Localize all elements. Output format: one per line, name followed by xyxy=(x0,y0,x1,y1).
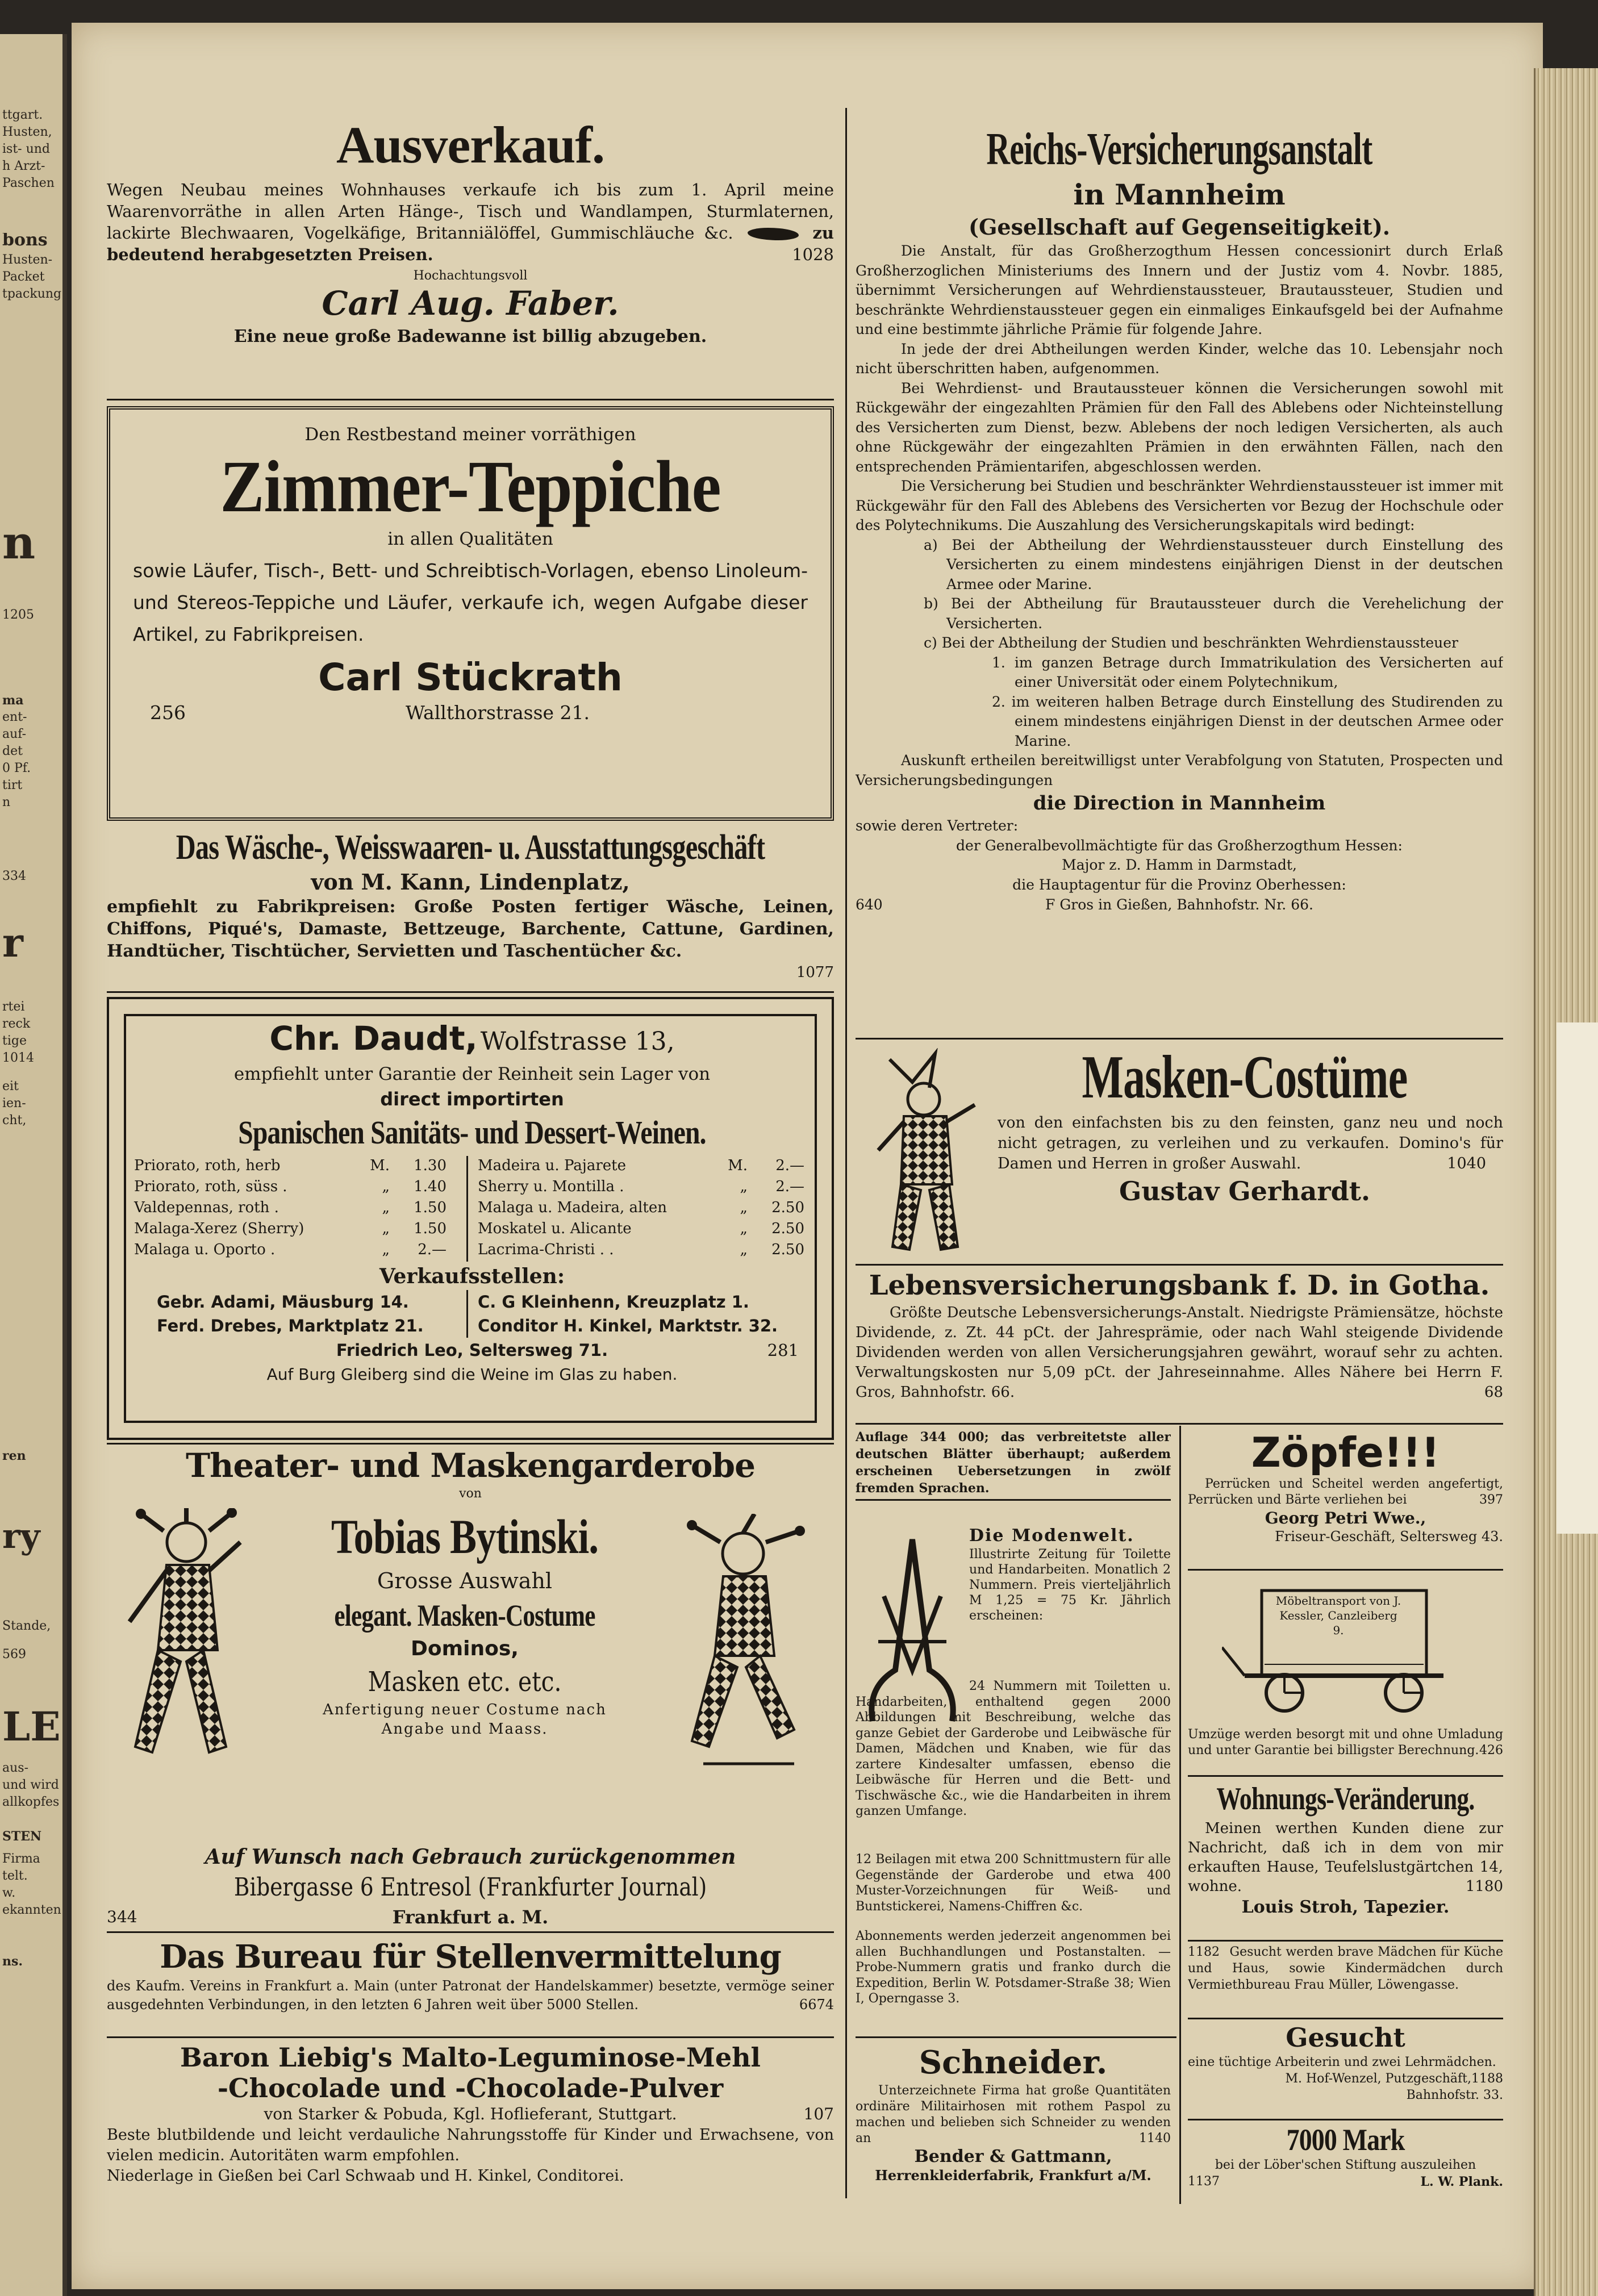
wine-currency: „ xyxy=(740,1241,748,1258)
ad-body: von den einfachsten bis zu den feinsten, ganz neu und noch nicht getragen, zu verleihen und zu verkaufen. Domino's für Damen und Herren in großer Auswahl. xyxy=(998,1114,1503,1172)
harlequin-jester-illustration xyxy=(118,1508,249,1781)
prev-page-fragment: ekannten xyxy=(2,1903,61,1917)
prev-page-fragment: eit xyxy=(2,1079,19,1093)
prev-page-fragment: auf- xyxy=(2,727,27,741)
prev-page-fragment: bons xyxy=(2,233,48,248)
ad-body: Abonnements werden jederzeit angenommen bei allen Buchhandlungen und Postanstalten. — Probe-Nummern gratis und franko durch die Expedition, Berlin W. Potsdamer-Straße 38; Wien I, Operngasse 3. xyxy=(856,1929,1171,2006)
ad-line: Grosse Auswahl xyxy=(377,1568,553,1593)
prev-page-fragment: r xyxy=(2,920,23,966)
prev-page-fragment: n xyxy=(2,517,36,568)
wine-price: 2.50 xyxy=(771,1241,804,1258)
ad-body: 24 Nummern mit Toiletten u. Handarbeiten, enthaltend gegen 2000 Abbildungen mit Beschreibung, welche das ganze Gebiet der Garderobe und Leibwäsche für Damen, Mädchen und Knaben, wie für das zartere Kindesalter umfassen, ebenso die Leibwäsche für Herren und die Bett- und Tischwäsche &c., wie die Handarbeiten in ihrem ganzen Umfange. xyxy=(856,1679,1171,1818)
ad-body: Unterzeichnete Firma hat große Quantitäten ordinäre Militairhosen mit rothem Paspol zu machen und belieben sich Schneider zu wenden an xyxy=(856,2084,1171,2145)
ad-line1: empfiehlt unter Garantie der Reinheit sein Lager von xyxy=(233,1064,711,1084)
ad-bytinski xyxy=(107,1446,834,1946)
prev-page-fragment: 334 xyxy=(2,869,26,883)
wine-currency: „ xyxy=(740,1220,748,1237)
ad-number: 344 xyxy=(107,1907,137,1926)
prev-page-fragment: tige xyxy=(2,1034,27,1048)
clown-illustration xyxy=(867,1048,981,1258)
wine-price: 1.50 xyxy=(414,1220,447,1237)
ad-number: 107 xyxy=(803,2105,834,2123)
ad-liebig xyxy=(107,2042,834,2190)
wine-currency: M. xyxy=(370,1157,390,1174)
ad-number: 1140 xyxy=(1139,2131,1171,2145)
wine-row xyxy=(134,1240,452,1260)
wine-name: Malaga u. Madeira, alten xyxy=(478,1199,667,1216)
wine-currency: „ xyxy=(740,1178,748,1195)
divider xyxy=(856,1264,1503,1266)
right-column xyxy=(856,23,1503,2289)
wine-currency: „ xyxy=(382,1178,390,1195)
ad-number: 397 xyxy=(1479,1493,1503,1507)
prev-page-fragment: 1205 xyxy=(2,608,34,622)
prev-page-fragment: rtei xyxy=(2,1000,25,1014)
ad-number: 1077 xyxy=(796,964,834,981)
ad-city: in Mannheim xyxy=(1073,178,1286,211)
ad-gesucht xyxy=(1188,2021,1503,2126)
ad-body: Beste blutbildende und leicht verdauliche Nahrungsstoffe für Kinder und Erwachsene, von vielen medicin. Autoritäten warm empfohlen. xyxy=(107,2126,834,2164)
wine-name: Priorato, roth, herb xyxy=(134,1157,281,1174)
ad-number: 426 xyxy=(1479,1743,1503,1758)
prev-page-fragment: ren xyxy=(2,1448,26,1463)
ad-signature: Carl Aug. Faber. xyxy=(322,284,619,323)
divider xyxy=(1188,1940,1503,1942)
wine-row xyxy=(134,1156,452,1176)
newspaper-page xyxy=(72,23,1543,2289)
ad-subitem: 1. im ganzen Betrage durch Immatrikulation des Versicherten auf einer Universität oder einem Polytechnikum, xyxy=(992,654,1503,690)
paper-tab xyxy=(1557,1022,1598,1534)
ad-title: Baron Liebig's Malto-Leguminose-Mehl xyxy=(180,2042,761,2073)
divider xyxy=(1188,1775,1503,1777)
wine-currency: „ xyxy=(740,1199,748,1216)
wine-currency: „ xyxy=(382,1199,390,1216)
wine-name: Lacrima-Christi . . xyxy=(478,1241,614,1258)
prev-page-fragment: allkopfes xyxy=(2,1795,60,1809)
seller: C. G Kleinhenn, Kreuzplatz 1. xyxy=(478,1292,749,1312)
divider xyxy=(856,2036,1176,2038)
ad-body: 12 Beilagen mit etwa 200 Schnittmustern für alle Gegenstände der Garderobe und etwa 400 Muster-Vorzeichnungen für Weiß- und Buntstickerei, Namens-Chiffren &c. xyxy=(856,1852,1171,1914)
ad-sub: Herrenkleiderfabrik, Frankfurt a/M. xyxy=(875,2167,1151,2184)
wine-row xyxy=(478,1198,810,1218)
ad-stroh xyxy=(1188,1779,1503,1949)
ad-note: Eine neue große Badewanne ist billig abzugeben. xyxy=(233,327,707,347)
ad-title: Die Modenwelt. xyxy=(969,1526,1134,1546)
wine-row xyxy=(478,1156,810,1176)
seller: Gebr. Adami, Mäusburg 14. xyxy=(157,1292,409,1312)
prev-page-fragment: Husten- xyxy=(2,253,53,267)
ad-name: L. W. Plank. xyxy=(1420,2174,1503,2189)
prev-page-fragment: Firma xyxy=(2,1852,40,1866)
ad-title: Reichs-Versicherungsanstalt xyxy=(986,124,1372,174)
ad-number: 1137 xyxy=(1188,2174,1220,2189)
ad-paragraph: Die Versicherung bei Studien und beschränkter Wehrdienstaussteuer ist immer mit Rückgewähr für den Fall des Ablebens des Versicherten vor Bezug der Hochschule oder des Polytechnikums. Die Auszahlung des Versicherungskapitals wird bedingt: xyxy=(856,478,1503,533)
prev-page-fragment: 0 Pf. xyxy=(2,761,31,775)
wagon-text: Möbeltransport von J. Kessler, Canzleiberg 9. xyxy=(1275,1594,1401,1637)
prev-page-fragment: ry xyxy=(2,1517,40,1556)
ad-title: Zimmer-Teppiche xyxy=(220,446,721,528)
prev-page-fragment: tpackung xyxy=(2,287,62,301)
ad-address: Wolfstrasse 13, xyxy=(480,1027,675,1056)
ad-number: 68 xyxy=(1484,1384,1503,1401)
ad-sub: in allen Qualitäten xyxy=(387,529,553,549)
ad-head: Auflage 344 000; das verbreitetste aller deutschen Blätter überhaupt; außerdem erscheinen Uebersetzungen in zwölf fremden Sprachen. xyxy=(856,1429,1171,1501)
ad-paragraph: Bei Wehrdienst- und Brautaussteuer können die Versicherungen sowohl mit Rückgewähr der eingezahlten Prämien für den Fall des Ablebens oder Nichteinstellung des Versicherten zum Dienst, bezw. Ablebens der noch ledigen Versicherten, als auch ohne Rückgewähr der eingezahlten Prämien in den erwähnten Fällen, nach den entsprechenden Prämientarifen, abgeschlossen werden. xyxy=(856,379,1503,475)
ad-city: Frankfurt a. M. xyxy=(392,1906,549,1928)
ad-body: empfiehlt zu Fabrikpreisen: Große Posten fertiger Wäsche, Leinen, Chiffons, Piqué's, Damaste, Bettzeuge, Barchente, Cattune, Gardinen, Handtücher, Tischtücher, Servietten und Taschentücher &c. xyxy=(107,897,834,961)
left-column xyxy=(107,23,834,2289)
wine-name: Valdepennas, roth . xyxy=(134,1199,279,1216)
divider xyxy=(1188,1569,1503,1571)
ad-body: Umzüge werden besorgt mit und ohne Umladung und unter Garantie bei billigster Berechnung. xyxy=(1188,1727,1503,1758)
ad-number: 6674 xyxy=(799,1997,834,2013)
wine-currency: M. xyxy=(728,1157,748,1174)
ad-rep: der Generalbevollmächtigte für das Großherzogthum Hessen: xyxy=(956,837,1403,854)
ad-intro: Illustrirte Zeitung für Toilette und Handarbeiten. Monatlich 2 Nummern. Preis vierteljährlich M 1,25 = 75 Kr. Jährlich erscheinen: xyxy=(969,1547,1171,1623)
ad-title: Das Wäsche-, Weisswaaren- u. Ausstattungsgeschäft xyxy=(176,828,765,867)
ad-name: Carl Stückrath xyxy=(318,656,623,699)
ad-line2: direct importirten xyxy=(380,1088,564,1110)
prev-page-fragment: Paschen xyxy=(2,176,55,190)
prev-page-fragment: ttgart. xyxy=(2,108,43,122)
ad-line: Dominos, xyxy=(411,1637,519,1660)
ad-kann xyxy=(107,826,834,1014)
prev-page-fragment: ien- xyxy=(2,1096,26,1111)
ad-line: Auf Wunsch nach Gebrauch zurückgenommen xyxy=(205,1845,736,1869)
ad-item: b) Bei der Abtheilung für Brautaussteuer durch die Verehelichung der Versicherten. xyxy=(924,595,1503,632)
ad-greeting: Hochachtungsvoll xyxy=(413,269,528,283)
prev-page-fragment: und wird xyxy=(2,1778,59,1792)
wine-name: Sherry u. Montilla . xyxy=(478,1178,624,1195)
ad-address: Bahnhofstr. 33. xyxy=(1406,2088,1503,2102)
divider xyxy=(466,1290,468,1338)
wine-name: Malaga-Xerez (Sherry) xyxy=(134,1220,304,1237)
prev-page-fragment: det xyxy=(2,744,23,758)
ad-modenwelt xyxy=(856,1429,1171,2042)
prev-page-fragment: Stande, xyxy=(2,1619,51,1633)
prev-page-fragment: n xyxy=(2,795,11,809)
ad-name: M. Hof-Wenzel, Putzgeschäft, xyxy=(1285,2072,1471,2086)
divider xyxy=(107,991,834,993)
prev-page-fragment: h Arzt- xyxy=(2,159,45,173)
prev-page-fragment: Husten, xyxy=(2,125,52,139)
ad-daudt xyxy=(107,997,834,1440)
divider xyxy=(107,1443,834,1445)
wine-currency: „ xyxy=(382,1220,390,1237)
ad-number: 640 xyxy=(856,896,883,913)
ad-paragraph: Auskunft ertheilen bereitwilligst unter Verabfolgung von Statuten, Prospecten und Versicherungsbedingungen xyxy=(856,752,1503,788)
ad-number: 256 xyxy=(150,702,186,724)
ad-tail: zu bedeutend herabgesetzten Preisen. xyxy=(107,223,834,264)
prev-page-fragment: reck xyxy=(2,1017,31,1031)
ad-number: 1040 xyxy=(1447,1155,1486,1172)
ad-body: sowie Läufer, Tisch-, Bett- und Schreibtisch-Vorlagen, ebenso Linoleum- und Stereos-Teppiche und Läufer, verkaufe ich, wegen Aufgabe dieser Artikel, zu Fabrikpreisen. xyxy=(133,560,808,645)
ad-kessler xyxy=(1188,1573,1503,1778)
divider xyxy=(1188,2119,1503,2120)
ad-title: Masken-Costüme xyxy=(1082,1043,1408,1111)
ad-footer: Auf Burg Gleiberg sind die Weine im Glas zu haben. xyxy=(266,1365,678,1384)
wine-price: 2.— xyxy=(775,1157,804,1174)
wine-name: Moskatel u. Alicante xyxy=(478,1220,632,1237)
ad-paragraph: Die Anstalt, für das Großherzogthum Hessen concessionirt durch Erlaß Großherzoglichen Ministeriums des Innern und der Justiz vom 4. Novbr. 1885, übernimmt Versicherungen auf Wehrdienstaussteuer, Brautaussteuer, Studien und beschränkte Wehrdienstaussteuer gegen ein einmaliges Einkaufsgeld bei der Aufnahme und eine bestimmte jährliche Prämie für folgende Jahre. xyxy=(856,243,1503,337)
ad-body: Gesucht werden brave Mädchen für Küche und Haus, sowie Kindermädchen durch Vermiethbureau Frau Müller, Löwengasse. xyxy=(1188,1945,1503,1992)
prev-page-fragment: w. xyxy=(2,1886,16,1900)
ad-stueckrath xyxy=(107,406,834,821)
ad-intro: Den Restbestand meiner vorräthigen xyxy=(304,424,636,445)
ad-name: Gustav Gerhardt. xyxy=(1119,1176,1371,1207)
prev-page-fragment: aus- xyxy=(2,1761,29,1775)
ad-name: Chr. Daudt, xyxy=(269,1019,478,1058)
ad-gotha xyxy=(856,1268,1503,1424)
sellers-title: Verkaufsstellen: xyxy=(379,1264,565,1288)
ad-faber xyxy=(107,116,834,406)
prev-page-fragment: tirt xyxy=(2,778,23,792)
ad-depot: Niederlage in Gießen bei Carl Schwaab und H. Kinkel, Conditorei. xyxy=(107,2167,624,2185)
prev-page-fragment: cht, xyxy=(2,1113,27,1128)
ad-title: -Chocolade und -Chocolade-Pulver xyxy=(217,2073,724,2103)
ad-mueller xyxy=(1188,1944,1503,2023)
ad-line: elegant. Masken-Costume xyxy=(334,1598,595,1633)
ad-title: Ausverkauf. xyxy=(336,116,605,174)
divider xyxy=(466,1156,468,1262)
divider xyxy=(107,399,834,400)
wine-row xyxy=(478,1219,810,1239)
harlequin-jester-illustration xyxy=(681,1514,811,1786)
ad-number: 1180 xyxy=(1465,1878,1503,1895)
ad-title: Lebensversicherungsbank f. D. in Gotha. xyxy=(869,1270,1490,1301)
wine-row xyxy=(478,1240,810,1260)
prev-page-fragment: ma xyxy=(2,693,24,708)
wine-price: 2.50 xyxy=(771,1199,804,1216)
ad-body: bei der Löber'schen Stiftung auszuleihen xyxy=(1215,2158,1476,2172)
seller: Conditor H. Kinkel, Marktstr. 32. xyxy=(478,1316,778,1335)
ad-subitem: 2. im weiteren halben Betrage durch Einstellung des Studirenden zu einem mindestens einjährigen Dienst in der deutschen Armee oder Marine. xyxy=(992,693,1503,749)
prev-page-fragment: Packet xyxy=(2,270,45,284)
wine-price: 1.50 xyxy=(414,1199,447,1216)
ad-title: Zöpfe!!! xyxy=(1251,1429,1440,1476)
ad-line: Masken etc. etc. xyxy=(368,1666,562,1698)
prev-page-fragment: LE xyxy=(2,1704,61,1750)
ad-title: Schneider. xyxy=(919,2044,1108,2081)
ad-line: Anfertigung neuer Costume nach Angabe und Maass. xyxy=(323,1701,607,1738)
ad-reps: sowie deren Vertreter: xyxy=(856,817,1019,834)
prev-page-fragment: ist- und xyxy=(2,142,51,156)
ad-sub: (Gesellschaft auf Gegenseitigkeit). xyxy=(968,214,1391,240)
divider xyxy=(107,2036,834,2038)
ad-7000 xyxy=(1188,2122,1503,2202)
ad-zoepfe xyxy=(1188,1429,1503,1582)
wine-row xyxy=(478,1177,810,1197)
divider xyxy=(107,1931,834,1933)
wine-row xyxy=(134,1177,452,1197)
wine-name: Madeira u. Pajarete xyxy=(478,1157,626,1174)
divider xyxy=(856,1423,1503,1425)
wine-currency: „ xyxy=(382,1241,390,1258)
ad-body: Wegen Neubau meines Wohnhauses verkaufe ich bis zum 1. April meine Waarenvorräthe in allen Arten Hänge-, Tisch und Wandlampen, Sturmlaternen, lackirte Blechwaaren, Vogelkäfige, Britanniälöffel, Gummischläuche &c. xyxy=(107,180,834,243)
previous-page-edge xyxy=(0,34,67,2296)
ad-address: Friseur-Geschäft, Seltersweg 43. xyxy=(1275,1529,1503,1544)
ad-name: Georg Petri Wwe., xyxy=(1265,1509,1426,1527)
ad-body: Größte Deutsche Lebensversicherungs-Anstalt. Niedrigste Prämiensätze, höchste Dividende, z. Zt. 44 pCt. der Jahresprämie, oder nach Wahl steigende Dividende Dividenden werden von allen Versicherungsjahren gewährt, worauf sehr zu achten. Verwaltungskosten nur 5,09 pCt. der Jahreseinnahme. Alles Nähere bei Herrn F. Gros, Bahnhofstr. 66. xyxy=(856,1304,1503,1401)
ad-name: Bender & Gattmann, xyxy=(914,2147,1112,2166)
ad-body: des Kaufm. Vereins in Frankfurt a. Main (unter Patronat der Handelskammer) besetzte, vermöge seiner ausgedehnten Verbindungen, in den letzten 6 Jahren weit über 5000 Stellen. xyxy=(107,1978,834,2013)
ad-address: Bibergasse 6 Entresol (Frankfurter Journal) xyxy=(233,1873,707,1902)
wine-price: 1.30 xyxy=(414,1157,447,1174)
ad-title: Spanischen Sanitäts- und Dessert-Weinen. xyxy=(238,1114,706,1151)
ad-bureau xyxy=(107,1937,834,2036)
ad-von: von xyxy=(459,1487,482,1501)
column-divider xyxy=(1179,1426,1181,2204)
prev-page-fragment: 569 xyxy=(2,1647,26,1662)
wine-name: Malaga u. Oporto . xyxy=(134,1241,276,1258)
ad-number: 1028 xyxy=(792,245,834,264)
ad-direction: die Direction in Mannheim xyxy=(1033,792,1326,815)
prev-page-fragment: ent- xyxy=(2,710,27,724)
ad-address: Wallthorstrasse 21. xyxy=(406,702,590,724)
ad-number: 1182 xyxy=(1188,1945,1220,1959)
ad-rep: Major z. D. Hamm in Darmstadt, xyxy=(1062,857,1297,873)
ad-title: Wohnungs-Veränderung. xyxy=(1216,1781,1475,1817)
ad-number: 281 xyxy=(767,1341,799,1360)
ad-maker: von Starker & Pobuda, Kgl. Hoflieferant, Stuttgart. xyxy=(264,2105,677,2123)
ad-body: eine tüchtige Arbeiterin und zwei Lehrmädchen. xyxy=(1188,2055,1496,2069)
wine-row xyxy=(134,1219,452,1239)
ad-title: Theater- und Maskengarderobe xyxy=(186,1446,755,1485)
wine-price: 2.— xyxy=(775,1178,804,1195)
ad-name: Louis Stroh, Tapezier. xyxy=(1241,1897,1450,1917)
ad-body: Perrücken und Scheitel werden angefertigt, Perrücken und Bärte verliehen bei xyxy=(1188,1477,1503,1507)
divider xyxy=(856,1038,1503,1040)
ad-rep: F Gros in Gießen, Bahnhofstr. Nr. 66. xyxy=(1045,896,1313,913)
seller-center: Friedrich Leo, Seltersweg 71. xyxy=(336,1341,608,1360)
wine-name: Priorato, roth, süss . xyxy=(134,1178,287,1195)
column-divider xyxy=(845,108,847,2198)
ad-schneider xyxy=(856,2042,1171,2207)
prev-page-fragment: 1014 xyxy=(2,1051,34,1065)
seller: Ferd. Drebes, Marktplatz 21. xyxy=(157,1316,424,1335)
ad-title: 7000 Mark xyxy=(1286,2123,1405,2157)
ad-gerhardt xyxy=(856,1042,1503,1264)
ad-reichs xyxy=(856,122,1503,1037)
hand-pointer-icon xyxy=(748,228,799,240)
ad-body: Meinen werthen Kunden diene zur Nachricht, daß ich in dem von mir erkauften Hause, Teufelslustgärtchen 14, wohne. xyxy=(1188,1820,1503,1895)
ad-title: Das Bureau für Stellenvermittelung xyxy=(160,1938,781,1976)
ad-rep: die Hauptagentur für die Provinz Oberhessen: xyxy=(1012,876,1346,893)
prev-page-fragment: telt. xyxy=(2,1869,28,1883)
wine-list xyxy=(134,1156,810,1262)
wine-price: 2.— xyxy=(418,1241,447,1258)
ad-name: Tobias Bytinski. xyxy=(331,1509,599,1564)
divider xyxy=(1188,2018,1503,2019)
ad-number: 1188 xyxy=(1471,2072,1503,2086)
ad-title: Gesucht xyxy=(1286,2022,1405,2053)
wine-row xyxy=(134,1198,452,1218)
ad-item: c) Bei der Abtheilung der Studien und beschränkten Wehrdienstaussteuer xyxy=(924,634,1458,651)
prev-page-fragment: STEN xyxy=(2,1829,42,1844)
prev-page-fragment: ns. xyxy=(2,1954,23,1969)
ad-owner: von M. Kann, Lindenplatz, xyxy=(311,869,630,895)
ad-paragraph: In jede der drei Abtheilungen werden Kinder, welche das 10. Lebensjahr noch nicht überschritten haben, aufgenommen. xyxy=(856,340,1503,377)
wine-price: 2.50 xyxy=(771,1220,804,1237)
ad-item: a) Bei der Abtheilung der Wehrdienstaussteuer durch Einstellung des Versicherten zu einem mindestens einjährigen Dienst in der deutschen Armee oder Marine. xyxy=(924,536,1503,592)
wine-price: 1.40 xyxy=(414,1178,447,1195)
